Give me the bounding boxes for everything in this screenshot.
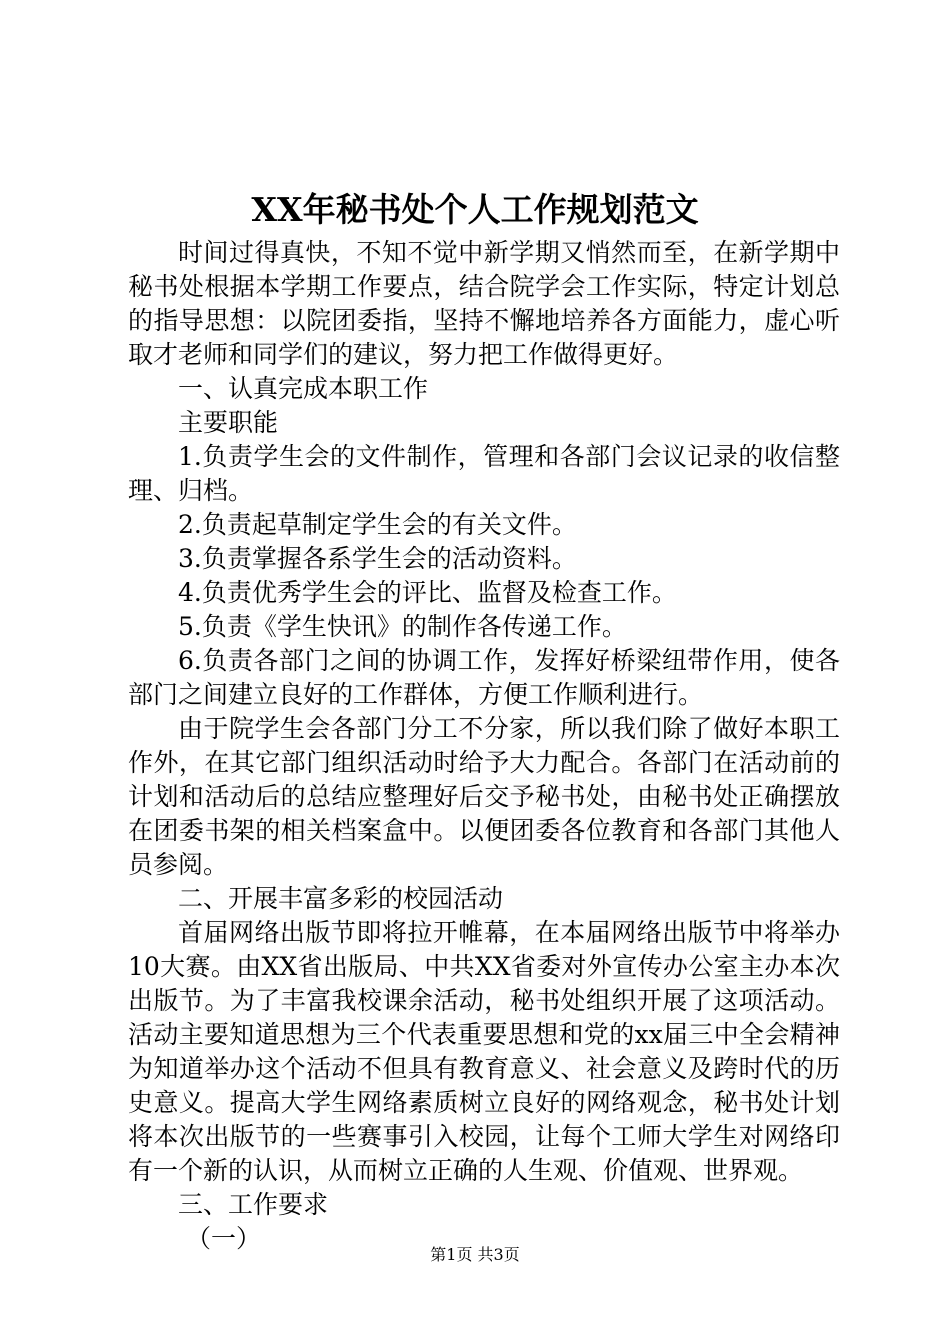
duty-item-3: 3.负责掌握各系学生会的活动资料。 — [178, 544, 577, 573]
section-heading-2: 二、开展丰富多彩的校园活动 — [178, 884, 504, 913]
subheading-main-duties: 主要职能 — [178, 408, 279, 437]
duty-item-4: 4.负责优秀学生会的评比、监督及检查工作。 — [178, 578, 677, 607]
subsection-marker-1: （一） — [186, 1224, 262, 1253]
page-footer: 第1页 共3页 — [430, 1245, 520, 1264]
section-heading-3: 三、工作要求 — [178, 1190, 329, 1219]
document-body — [128, 236, 840, 1256]
section-heading-1: 一、认真完成本职工作 — [178, 374, 429, 403]
duty-item-5: 5.负责《学生快讯》的制作各传递工作。 — [178, 612, 627, 641]
duty-item-6: 6.负责各部门之间的协调工作，发挥好桥梁纽带作用，使各部门之间建立良好的工作群体，方便工作顺利进行。 — [128, 646, 840, 709]
duty-item-2: 2.负责起草制定学生会的有关文件。 — [178, 510, 577, 539]
paragraph-activities: 首届网络出版节即将拉开帷幕，在本届网络出版节中将举办10大赛。由XX省出版局、中共XX省委对外宣传办公室主办本次出版节。为了丰富我校课余活动，秘书处组织开展了这项活动。活动主要知道思想为三个代表重要思想和党的xx届三中全会精神为知道举办这个活动不但具有教育意义、社会意义及跨时代的历史意义。提高大学生网络素质树立良好的网络观念，秘书处计划将本次出版节的一些赛事引入校园，让每个工师大学生对网络印有一个新的认识，从而树立正确的人生观、价值观、世界观。 — [128, 918, 840, 1185]
document-title: XX年秘书处个人工作规划范文 — [251, 190, 699, 229]
duty-item-1: 1.负责学生会的文件制作，管理和各部门会议记录的收信整理、归档。 — [128, 442, 840, 505]
paragraph-cooperation: 由于院学生会各部门分工不分家，所以我们除了做好本职工作外，在其它部门组织活动时给予大力配合。各部门在活动前的计划和活动后的总结应整理好后交予秘书处，由秘书处正确摆放在团委书架的相关档案盒中。以便团委各位教育和各部门其他人员参阅。 — [128, 714, 840, 879]
paragraph-intro: 时间过得真快，不知不觉中新学期又悄然而至，在新学期中秘书处根据本学期工作要点，结合院学会工作实际，特定计划总的指导思想：以院团委指，坚持不懈地培养各方面能力，虚心听取才老师和同学们的建议，努力把工作做得更好。 — [128, 238, 840, 369]
